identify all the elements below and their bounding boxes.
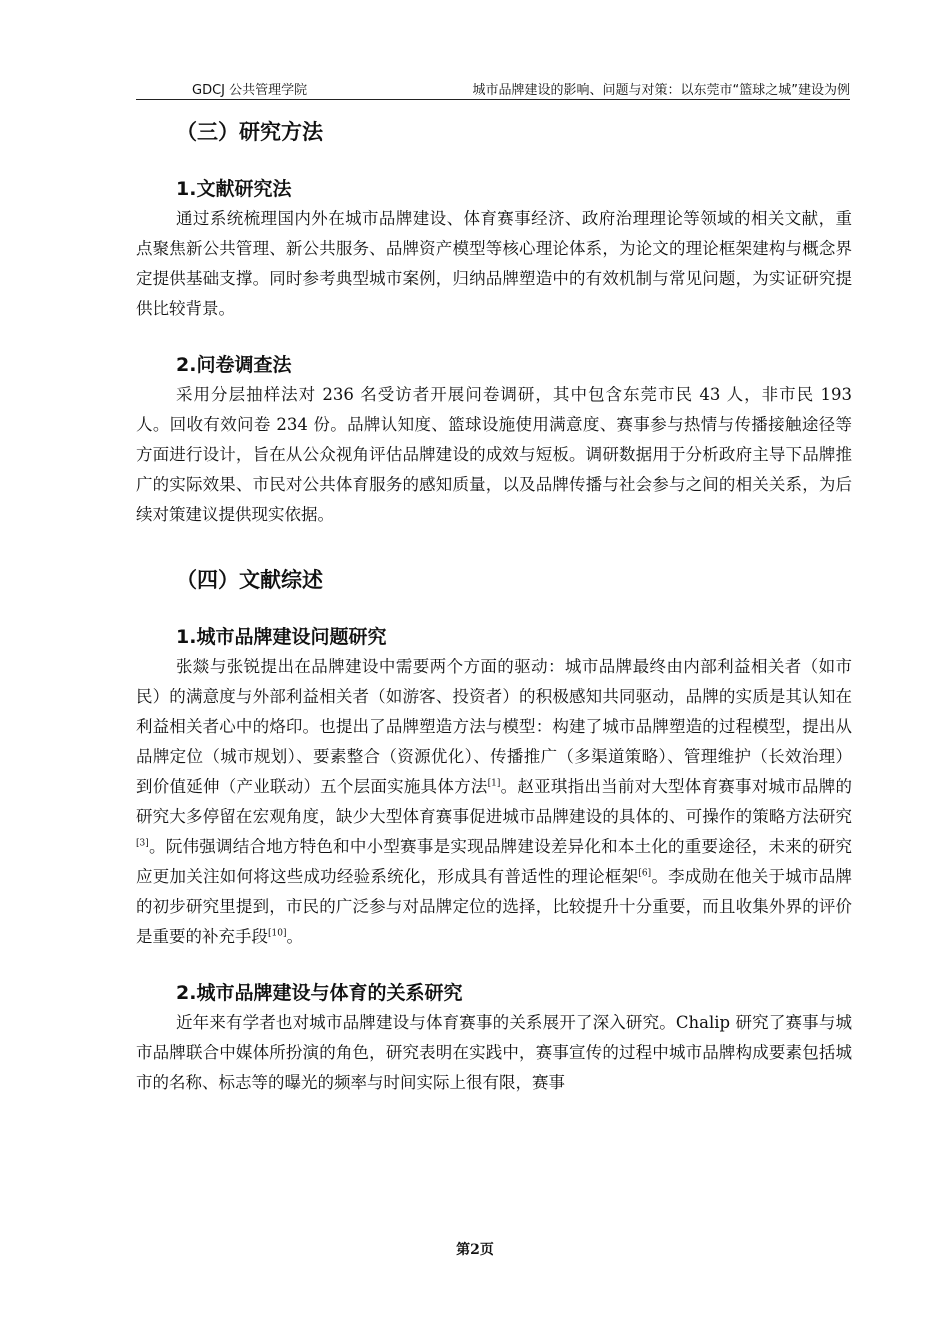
paragraph-questionnaire-method: 采用分层抽样法对 236 名受访者开展问卷调研，其中包含东莞市民 43 人，非市民 193 人。回收有效问卷 234 份。品牌认知度、篮球设施使用满意度、赛事参与热情与传播接触途径等方面进行设计，旨在从公众视角评估品牌建设的成效与短板。调研数据用于分析政府主导下品牌推广的实际效果、市民对公共体育服务的感知质量，以及品牌传播与社会参与之间的相关关系，为后续对策建议提供现实依据。 [136, 385, 852, 524]
subsection-title-brand-sports-relation: 2.城市品牌建设与体育的关系研究 [176, 982, 463, 1004]
header-institution: GDCJ 公共管理学院 [192, 83, 308, 98]
paragraph-text: 。阮伟强调结合地方特色和中小型赛事是实现品牌建设差异化和本土化的重要途径，未来的研究应更加关注如何将这些成功经验系统化，形成具有普适性的理论框架 [136, 837, 852, 886]
citation-ref: [1] [487, 778, 501, 789]
header-paper-title: 城市品牌建设的影响、问题与对策：以东莞市“篮球之城”建设为例 [472, 83, 850, 98]
page-body [136, 112, 852, 1098]
section-title-research-methods: （三）研究方法 [176, 120, 323, 144]
paragraph-brand-problems [136, 652, 852, 952]
citation-ref: [6] [638, 868, 652, 879]
page-number: 第2页 [456, 1242, 494, 1258]
paragraph-brand-sports-relation: 近年来有学者也对城市品牌建设与体育赛事的关系展开了深入研究。Chalip 研究了赛事与城市品牌联合中媒体所扮演的角色，研究表明在实践中，赛事宣传的过程中城市品牌构成要素包括城市的名称、标志等的曝光的频率与时间实际上很有限，赛事 [136, 1013, 852, 1092]
citation-ref: [10] [268, 928, 287, 939]
paragraph-text: 。赵亚琪指出当前对大型体育赛事对城市品牌的研究大多停留在宏观角度，缺少大型体育赛事促进城市品牌建设的具体的、可操作的策略方法研究 [136, 777, 853, 826]
paragraph-text: 。 [286, 927, 303, 946]
citation-ref: [3] [136, 838, 149, 849]
header-divider [136, 99, 850, 100]
subsection-title-brand-problems: 1.城市品牌建设问题研究 [176, 626, 387, 648]
section-title-literature-review: （四）文献综述 [176, 568, 323, 592]
subsection-title-literature-method: 1.文献研究法 [176, 178, 292, 200]
paragraph-text: 张燚与张锐提出在品牌建设中需要两个方面的驱动：城市品牌最终由内部利益相关者（如市民）的满意度与外部利益相关者（如游客、投资者）的积极感知共同驱动，品牌的实质是其认知在利益相关者心中的烙印。也提出了品牌塑造方法与模型：构建了城市品牌塑造的过程模型，提出从品牌定位（城市规划）、要素整合（资源优化）、传播推广（多渠道策略）、管理维护（长效治理）到价值延伸（产业联动）五个层面实施具体方法 [136, 657, 852, 796]
paragraph-text: 。李成勋在他关于城市品牌的初步研究里提到，市民的广泛参与对品牌定位的选择，比较提升十分重要，而且收集外界的评价是重要的补充手段 [136, 867, 853, 946]
subsection-title-questionnaire-method: 2.问卷调查法 [176, 354, 292, 376]
paragraph-literature-method: 通过系统梳理国内外在城市品牌建设、体育赛事经济、政府治理理论等领域的相关文献，重点聚焦新公共管理、新公共服务、品牌资产模型等核心理论体系，为论文的理论框架建构与概念界定提供基础支撑。同时参考典型城市案例，归纳品牌塑造中的有效机制与常见问题，为实证研究提供比较背景。 [136, 209, 852, 318]
